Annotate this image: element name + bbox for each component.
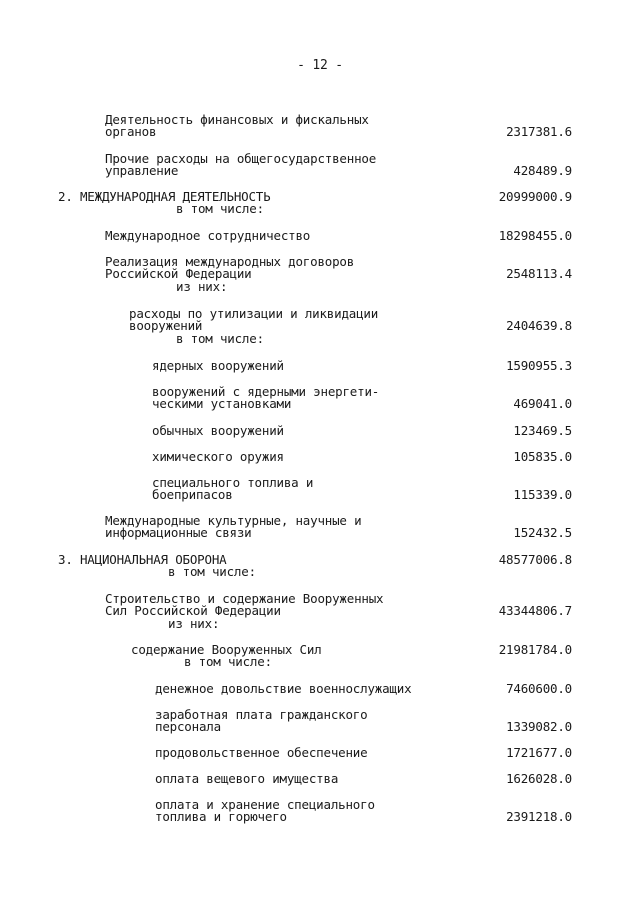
row-label: вооружений с ядерными энергети- ческими установками: [152, 384, 380, 411]
row-value: 48577006.8: [498, 552, 572, 567]
row-label: химического оружия: [152, 449, 284, 464]
row-sublabel: в том числе:: [176, 201, 264, 216]
row-label: содержание Вооруженных Сил: [131, 642, 322, 657]
row-value: 2391218.0: [506, 809, 572, 824]
page-number: - 12 -: [297, 58, 343, 73]
row-value: 2548113.4: [506, 266, 572, 281]
row-label: обычных вооружений: [152, 423, 284, 438]
row-label: денежное довольствие военнослужащих: [155, 681, 412, 696]
row-value: 428489.9: [513, 163, 572, 178]
row-label: Прочие расходы на общегосударственное управление: [105, 151, 377, 178]
row-sublabel: из них:: [176, 279, 228, 294]
row-value: 1339082.0: [506, 719, 572, 734]
row-sublabel: в том числе:: [168, 564, 256, 579]
row-value: 1626028.0: [506, 771, 572, 786]
row-label: Строительство и содержание Вооруженных Сил Российской Федерации: [105, 591, 384, 618]
row-label: Международное сотрудничество: [105, 228, 311, 243]
row-value: 152432.5: [513, 525, 572, 540]
row-label: Реализация международных договоров Российской Федерации: [105, 254, 355, 281]
row-label: Международные культурные, научные и информационные связи: [105, 513, 362, 540]
row-value: 20999000.9: [498, 189, 572, 204]
row-sublabel: в том числе:: [176, 331, 264, 346]
section-title: 2. МЕЖДУНАРОДНАЯ ДЕЯТЕЛЬНОСТЬ: [58, 189, 271, 204]
section-title: 3. НАЦИОНАЛЬНАЯ ОБОРОНА: [58, 552, 227, 567]
row-label: оплата и хранение специального топлива и горючего: [155, 797, 375, 824]
row-value: 1590955.3: [506, 358, 572, 373]
row-value: 115339.0: [513, 487, 572, 502]
row-value: 18298455.0: [498, 228, 572, 243]
row-label: продовольственное обеспечение: [155, 745, 368, 760]
row-value: 469041.0: [513, 396, 572, 411]
row-value: 2404639.8: [506, 318, 572, 333]
row-label: оплата вещевого имущества: [155, 771, 339, 786]
row-sublabel: из них:: [168, 616, 220, 631]
row-label: расходы по утилизации и ликвидации вооружений: [129, 306, 379, 333]
row-value: 1721677.0: [506, 745, 572, 760]
row-label: Деятельность финансовых и фискальных органов: [105, 112, 369, 139]
row-value: 43344806.7: [498, 603, 572, 618]
row-label: заработная плата гражданского персонала: [155, 707, 368, 734]
row-value: 105835.0: [513, 449, 572, 464]
row-value: 2317381.6: [506, 124, 572, 139]
row-value: 21981784.0: [498, 642, 572, 657]
row-value: 123469.5: [513, 423, 572, 438]
row-value: 7460600.0: [506, 681, 572, 696]
row-sublabel: в том числе:: [184, 654, 272, 669]
row-label: специального топлива и боеприпасов: [152, 475, 314, 502]
row-label: ядерных вооружений: [152, 358, 284, 373]
